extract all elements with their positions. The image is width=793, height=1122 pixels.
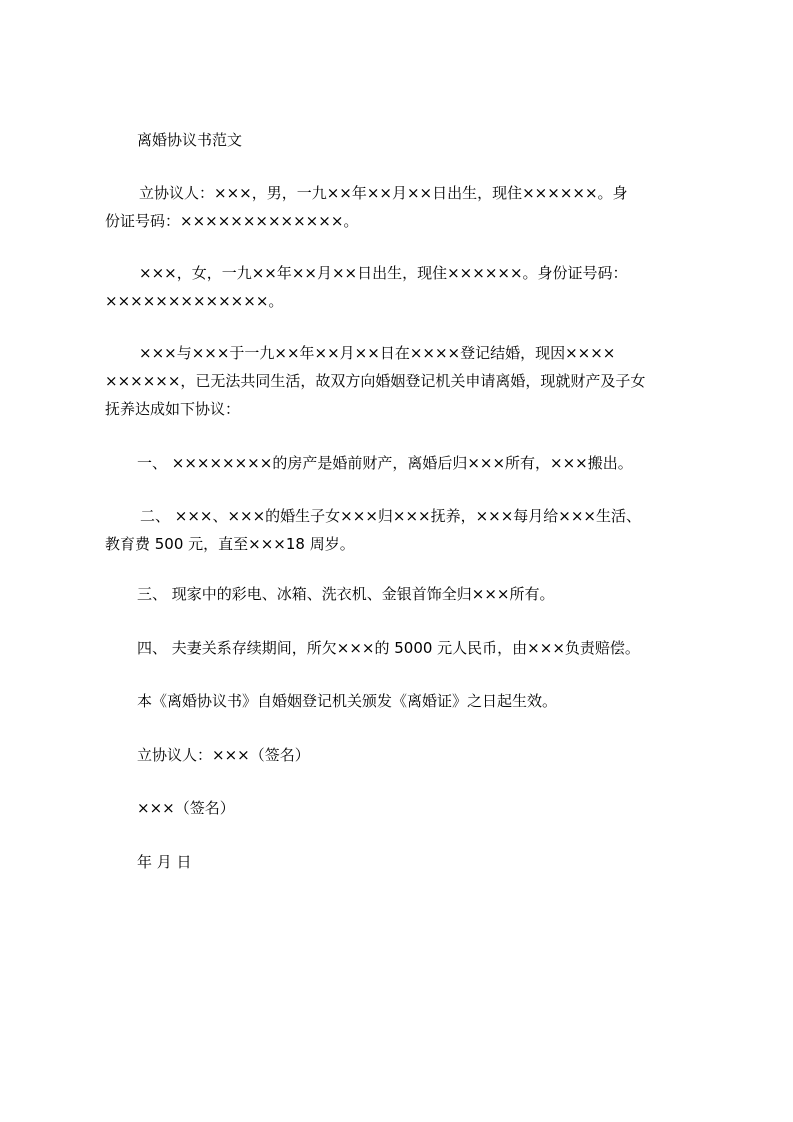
party1-line2: 份证号码：×××××××××××××。 [105, 212, 359, 230]
agreement-item-2-line1: 二、 ×××、×××的婚生子女×××归×××抚养，×××每月给×××生活、 [140, 507, 642, 525]
effective-clause: 本《离婚协议书》自婚姻登记机关颁发《离婚证》之日起生效。 [137, 692, 558, 710]
party2-line1: ×××，女，一九××年××月××日出生，现住××××××。身份证号码： [139, 264, 628, 282]
intro-line1: ×××与×××于一九××年××月××日在××××登记结婚，现因×××× [139, 344, 616, 362]
agreement-item-4: 四、 夫妻关系存续期间，所欠×××的 5000 元人民币，由×××负责赔偿。 [137, 639, 640, 657]
party1-line1: 立协议人：×××，男，一九××年××月××日出生，现住××××××。身 [139, 184, 628, 202]
party2-line2: ×××××××××××××。 [105, 292, 284, 310]
agreement-item-3: 三、 现家中的彩电、冰箱、洗衣机、金银首饰全归×××所有。 [137, 585, 555, 603]
agreement-item-2-line2: 教育费 500 元，直至×××18 周岁。 [105, 535, 355, 553]
intro-line2: ××××××，已无法共同生活，故双方向婚姻登记机关申请离婚，现就财产及子女 [105, 372, 646, 390]
signature-line-2: ×××（签名） [137, 799, 235, 817]
agreement-item-1: 一、 ××××××××的房产是婚前财产，离婚后归×××所有，×××搬出。 [137, 454, 633, 472]
signature-line-1: 立协议人：×××（签名） [137, 746, 310, 764]
intro-line3: 抚养达成如下协议： [105, 400, 241, 418]
date-line: 年 月 日 [137, 853, 192, 871]
document-title: 离婚协议书范文 [137, 131, 243, 149]
